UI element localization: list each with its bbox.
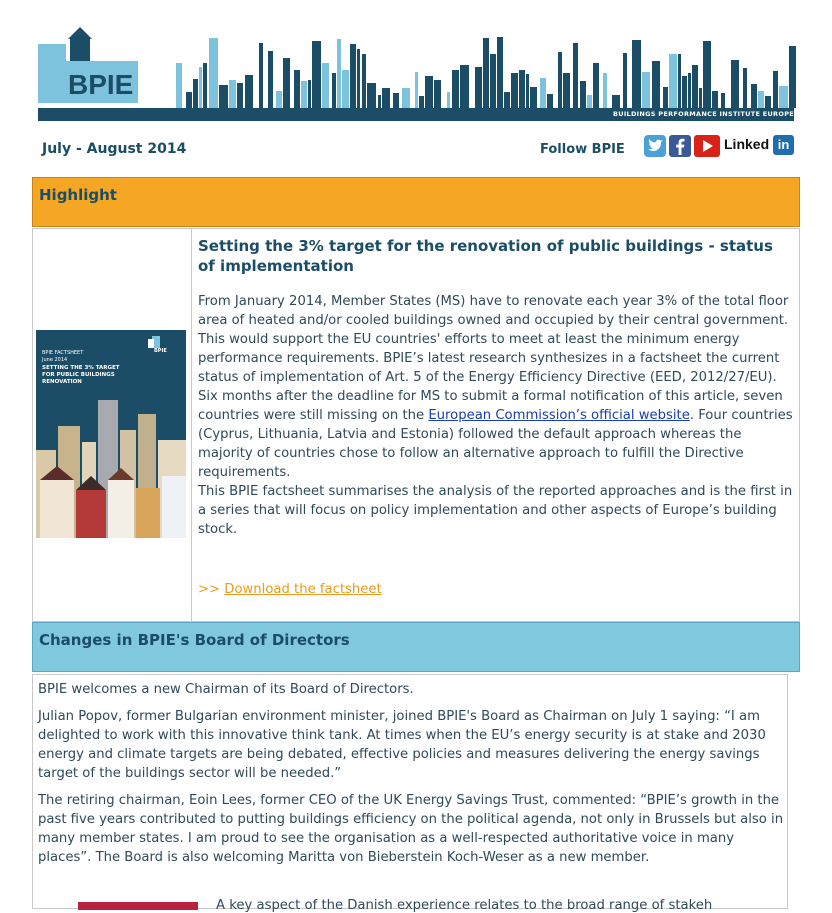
skyline-building (425, 76, 433, 108)
skyline-building (580, 81, 586, 108)
factsheet-brand: BPIE (154, 348, 167, 354)
skyline-building (682, 76, 687, 108)
skyline-building (199, 67, 202, 108)
skyline-building (367, 83, 376, 108)
skyline-building (245, 75, 253, 108)
skyline-building (193, 79, 198, 108)
skyline-building (419, 96, 424, 108)
youtube-link[interactable] (694, 135, 720, 157)
skyline-building (447, 92, 450, 108)
linkedin-link[interactable] (724, 135, 794, 157)
skyline-building (731, 60, 739, 108)
skyline-building (497, 37, 503, 108)
skyline-building (563, 73, 570, 108)
skyline-building (276, 91, 282, 108)
highlight-section-title: Highlight (39, 186, 117, 204)
skyline-building (283, 58, 290, 108)
skyline-building (743, 68, 747, 108)
download-prefix: >> (198, 582, 225, 597)
skyline-building (632, 40, 641, 108)
skyline-building (209, 38, 218, 108)
skyline-building (642, 72, 650, 108)
skyline-building (229, 80, 236, 108)
skyline-building (350, 44, 356, 108)
skyline-building (547, 94, 553, 108)
skyline-building (765, 96, 771, 108)
article-paragraph-2-start: Six months after the deadline for MS to submit a formal notification of this article, seven countries were still missing on the (198, 389, 783, 423)
linkedin-in-icon: in (773, 135, 794, 155)
skyline-building (382, 88, 390, 108)
skyline-building (504, 92, 510, 108)
skyline-building (362, 54, 366, 108)
article-title: Setting the 3% target for the renovation of public buildings - status of implementation (198, 237, 773, 275)
skyline-building (652, 61, 660, 108)
twitter-bird-icon (644, 135, 666, 157)
skyline-building (402, 88, 410, 108)
skyline-building (268, 51, 273, 108)
skyline-building (434, 80, 441, 108)
skyline-building (259, 43, 263, 108)
skyline-building (773, 71, 778, 108)
skyline-building (301, 81, 307, 108)
skyline-building (603, 73, 607, 108)
article-paragraph-2 (198, 387, 794, 482)
skyline-building (663, 87, 668, 108)
skyline-building (712, 91, 718, 108)
board-section-header (32, 622, 800, 672)
skyline-building (526, 74, 529, 108)
skyline-building (540, 78, 546, 108)
skyline-building (558, 52, 562, 108)
skyline-building (294, 70, 300, 108)
skyline-building (511, 73, 518, 108)
tagline: BUILDINGS PERFORMANCE INSTITUTE EUROPE (612, 110, 794, 118)
skyline-building (415, 72, 418, 108)
skyline-building (176, 63, 182, 108)
skyline-building (721, 93, 725, 108)
skyline-building (237, 83, 243, 108)
factsheet-series: BPIE FACTSHEET (42, 350, 84, 356)
skyline-building (332, 73, 336, 108)
factsheet-title: SETTING THE 3% TARGET FOR PUBLIC BUILDINGS RENOVATION (42, 365, 120, 385)
youtube-play-icon (694, 135, 720, 157)
skyline-building (593, 63, 599, 108)
european-commission-link[interactable]: European Commission’s official website (428, 408, 690, 423)
board-section-title: Changes in BPIE's Board of Directors (39, 631, 350, 649)
thumbnail-cell (32, 228, 192, 622)
skyline-building (751, 84, 757, 108)
skyline-building (703, 41, 711, 108)
factsheet-date: June 2014 (42, 357, 68, 363)
skyline-building (393, 93, 399, 108)
skyline-building (203, 63, 207, 108)
linkedin-label: Linked (724, 136, 770, 152)
download-row (198, 582, 382, 597)
skyline-building (678, 54, 681, 108)
skyline-building (378, 95, 381, 108)
skyline-building (669, 54, 677, 108)
skyline-building (519, 70, 525, 108)
facebook-f-icon (669, 135, 691, 157)
logo-text: BPIE (68, 69, 134, 100)
skyline-building (322, 63, 329, 108)
skyline-building (357, 49, 360, 108)
next-article-cutoff-text: A key aspect of the Danish experience relates to the broad range of stakeh (216, 898, 713, 913)
skyline-building (623, 53, 627, 108)
skyline-building (573, 43, 578, 108)
skyline-building (699, 88, 702, 108)
factsheet-cover[interactable] (36, 330, 186, 538)
skyline-building (789, 46, 796, 108)
board-paragraph-1: BPIE welcomes a new Chairman of its Board of Directors. (38, 682, 414, 697)
article-body (198, 292, 794, 539)
issue-date: July - August 2014 (42, 141, 187, 157)
article-paragraph-1: From January 2014, Member States (MS) have to renovate each year 3% of the total floor area of heated and/or cooled buildings owned and occupied by their central government. This would support the EU countries' efforts to meet at least the minimum energy performance requirements. BPIE’s latest research synthesizes in a factsheet the current status of implementation of Art. 5 of the Energy Efficiency Directive (EED, 2012/27/EU). (198, 294, 789, 385)
facebook-link[interactable] (669, 135, 691, 157)
article-paragraph-3: This BPIE factsheet summarises the analysis of the reported approaches and is the first in a series that will focus on policy implementation and other aspects of Europe’s building stock. (198, 484, 793, 537)
skyline-building (490, 54, 496, 108)
skyline-building (688, 73, 691, 108)
bpie-logo[interactable] (38, 27, 138, 103)
skyline-building (452, 70, 459, 108)
skyline-building (587, 95, 592, 108)
skyline-building (337, 39, 341, 108)
board-body (38, 680, 788, 875)
skyline-building (312, 41, 321, 108)
skyline-building (779, 86, 788, 108)
follow-label: Follow BPIE (540, 142, 625, 157)
skyline-building (475, 67, 482, 108)
skyline-building (342, 70, 349, 108)
skyline-building (460, 65, 469, 108)
skyline-building (530, 87, 537, 108)
board-paragraph-2: Julian Popov, former Bulgarian environment minister, joined BPIE's Board as Chairman on July 1 saying: “I am delighted to work with this innovative think tank. At times when the EU’s energy security is at stake and 2030 energy and climate targets are being debated, effective policies and measures delivering the energy savings target of the buildings sector will be needed.” (38, 709, 766, 781)
download-factsheet-link[interactable]: Download the factsheet (224, 582, 382, 597)
skyline-building (219, 85, 228, 108)
skyline-building (483, 38, 489, 108)
skyline-building (186, 92, 192, 108)
board-paragraph-3: The retiring chairman, Eoin Lees, former CEO of the UK Energy Savings Trust, commented: “BPIE’s growth in the past five years contributed to putting buildings efficiency on the political agenda, not only in Brussels but also in many member states. I am proud to see the organisation as a well-respected authoritative voice in many places”. The Board is also welcoming Maritta von Bieberstein Koch-Weser as a new member. (38, 793, 784, 865)
twitter-link[interactable] (644, 135, 666, 157)
highlight-section-header (32, 177, 800, 227)
skyline-building (692, 65, 698, 108)
article-paragraph-2-end: . Four countries (Cyprus, Lithuania, Latvia and Estonia) followed the default approach whereas the majority of countries chose to follow an alternative approach to fulfill the Directive requirements. (198, 408, 793, 480)
skyline-building (308, 80, 311, 108)
skyline-building (758, 91, 764, 108)
skyline-building (612, 95, 620, 108)
skyline-banner (176, 33, 796, 108)
